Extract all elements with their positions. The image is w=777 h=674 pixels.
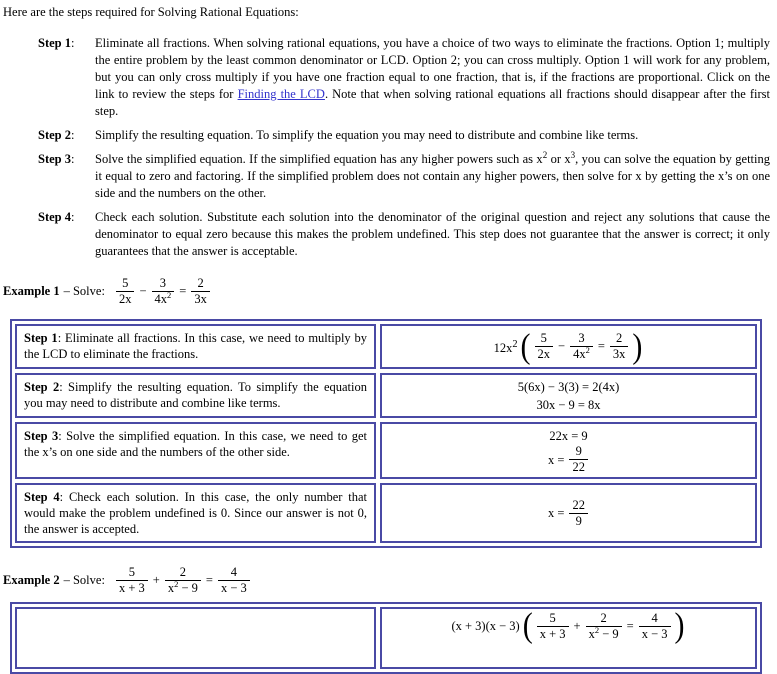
fraction-denominator: $x^2 - 9$: [167, 578, 198, 595]
equals-operator: =: [205, 572, 213, 587]
fraction: [116, 566, 148, 595]
step2-work-cell: [380, 373, 757, 418]
step-row-3: [0, 151, 777, 202]
equals-operator: =: [626, 618, 634, 633]
example1-title: Example 1: [3, 283, 60, 298]
step1-label: Step 1:: [38, 36, 75, 50]
table-row: [15, 607, 757, 669]
example2-solve-label: – Solve:: [63, 572, 105, 587]
fraction-numerator: 4: [218, 566, 250, 581]
fraction-denominator: x + 3: [539, 626, 566, 641]
plus-operator: +: [152, 572, 160, 587]
fraction-numerator: 5: [116, 277, 135, 292]
step-row-4: [0, 209, 777, 260]
minus-operator: −: [558, 339, 566, 353]
fraction-numerator: 9: [569, 445, 588, 460]
fraction-numerator: 2: [191, 277, 210, 292]
equals-operator: =: [179, 283, 187, 298]
equation-line: x = $\frac{9}{22}$: [546, 445, 591, 474]
fraction: [639, 612, 671, 641]
fraction-denominator: x + 3: [118, 580, 145, 595]
fraction-numerator: 3: [152, 277, 175, 292]
fraction-denominator: 3x: [612, 347, 626, 361]
exponent: 2: [512, 338, 518, 350]
intro-text: Here are the steps required for Solving Rational Equations:: [3, 5, 299, 19]
step1-work-cell: [380, 324, 757, 369]
fraction-numerator: 22: [569, 499, 588, 514]
exponent: 3: [570, 149, 576, 160]
table-row: [15, 373, 757, 418]
open-paren: (: [522, 606, 533, 645]
fraction-denominator: 3x: [194, 291, 207, 306]
fraction-denominator: $4x^2$: [573, 344, 590, 361]
example1-solution-table: [10, 319, 762, 548]
fraction: [569, 499, 588, 528]
example1-heading: [3, 272, 777, 310]
fraction-numerator: 2: [610, 332, 629, 347]
fraction-denominator: x − 3: [220, 580, 247, 595]
close-paren: ): [632, 326, 643, 365]
close-paren: ): [674, 606, 685, 645]
minus-operator: −: [139, 283, 147, 298]
example1-equation: [113, 277, 213, 306]
example1-solve-label: – Solve:: [63, 283, 105, 298]
fraction: [610, 332, 629, 361]
plus-operator: +: [573, 618, 581, 633]
fraction-denominator: 2x: [537, 347, 551, 361]
example2-solution-table: [10, 602, 762, 674]
fraction-numerator: 2: [586, 612, 622, 627]
fraction: [570, 332, 593, 361]
lcd-coefficient: (x + 3)(x − 3): [451, 618, 520, 633]
fraction-numerator: 5: [537, 612, 569, 627]
exponent: 2: [174, 578, 179, 589]
step1-description-cell: [15, 607, 376, 669]
fraction-denominator: $4x^2$: [154, 289, 172, 306]
equation-line: 5(6x) − 3(3) = 2(4x): [517, 379, 620, 394]
step4-description-cell: Step 4: Check each solution. In this case, the only number that would make the problem undefined is 0. Since our answer is not 0, the answer is accepted.: [15, 483, 376, 543]
fraction-denominator: $x^2 - 9$: [588, 624, 619, 641]
finding-lcd-link[interactable]: Finding the LCD: [237, 87, 325, 101]
steps-list: [0, 35, 777, 260]
exponent: 2: [585, 344, 590, 355]
step3-description-cell: Step 3: Solve the simplified equation. In this case, we need to get the x’s on one side and the numbers of the other side.: [15, 422, 376, 479]
fraction: [116, 277, 135, 306]
step1-work-cell: [380, 607, 757, 669]
fraction-denominator: x − 3: [641, 626, 668, 641]
exponent: 2: [167, 289, 172, 300]
example2-heading: [3, 561, 777, 599]
fraction-denominator: 9: [575, 513, 582, 528]
step3-work-cell: [380, 422, 757, 479]
fraction: [191, 277, 210, 306]
example2-equation: [113, 566, 253, 595]
table-row: [15, 324, 757, 369]
fraction: [569, 445, 588, 474]
step4-label: Step 4:: [38, 210, 75, 224]
fraction: [218, 566, 250, 595]
exponent: 2: [594, 624, 600, 635]
fraction: [165, 566, 201, 595]
equals-operator: =: [597, 339, 605, 353]
step2-label: Step 2:: [38, 128, 75, 142]
fraction: [152, 277, 175, 306]
exponent: 2: [542, 149, 548, 160]
fraction: [586, 612, 622, 641]
fraction-denominator: 2x: [118, 291, 132, 306]
open-paren: (: [520, 326, 531, 365]
step2-text: Simplify the resulting equation. To simplify the equation you may need to distribute and combine like terms.: [95, 128, 639, 142]
lcd-multiplication-expression: [493, 326, 644, 365]
equation-line: 22x = 9: [549, 429, 588, 443]
equation-line: 30x − 9 = 8x: [536, 397, 601, 412]
step4-text: Check each solution. Substitute each solution into the denominator of the original question and reject any solutions that cause the denominator to equal zero because this makes the problem undefined. This step does not guarantee that the answer is correct; it only guarantees that the answer is acceptable.: [95, 210, 770, 258]
fraction-numerator: 4: [639, 612, 671, 627]
fraction-denominator: 22: [572, 460, 585, 474]
fraction: [537, 612, 569, 641]
step3-label: Step 3:: [38, 152, 75, 166]
fraction-numerator: 5: [535, 332, 554, 347]
step3-text: Solve the simplified equation. If the simplified equation has any higher powers such as $x^2$ or $x^3$, you can solve the equation by getting it equal to zero and factoring. If the simplified problem does not contain any higher powers, then solve for x by getting the x’s on one side and the numbers on the other.: [95, 149, 770, 200]
fraction-numerator: 5: [116, 566, 148, 581]
document-page: [0, 4, 777, 645]
lcd-multiplication-expression: [451, 606, 685, 645]
lcd-coefficient: $12x^2$: [493, 338, 518, 356]
step-row-2: [0, 127, 777, 144]
fraction-numerator: 3: [570, 332, 593, 347]
table-row: [15, 422, 757, 479]
step-row-1: [0, 35, 777, 120]
step4-work-cell: [380, 483, 757, 543]
fraction-numerator: 2: [165, 566, 201, 581]
example2-title: Example 2: [3, 572, 60, 587]
equation-line: x = $\frac{22}{9}$: [546, 499, 591, 528]
step2-description-cell: Step 2: Simplify the resulting equation. To simplify the equation you may need to distribute and combine like terms.: [15, 373, 376, 418]
fraction: [535, 332, 554, 361]
step1-description-cell: Step 1: Eliminate all fractions. In this case, we need to multiply by the LCD to eliminate the fractions.: [15, 324, 376, 369]
table-row: [15, 483, 757, 543]
step1-text: Eliminate all fractions. When solving rational equations, you have a choice of two ways to eliminate the fractions. Option 1; multiply the entire problem by the least common denominator or LCD. Option 2; you can cross multiply. Option 1 will work for any problem, but you can only cross multiply if you have one fraction equal to one fraction, that is, if the fractions are proportional. Click on the link to review the steps for Finding the LCD. Note that when solving rational equations all fractions should disappear after the first step.: [95, 36, 771, 118]
